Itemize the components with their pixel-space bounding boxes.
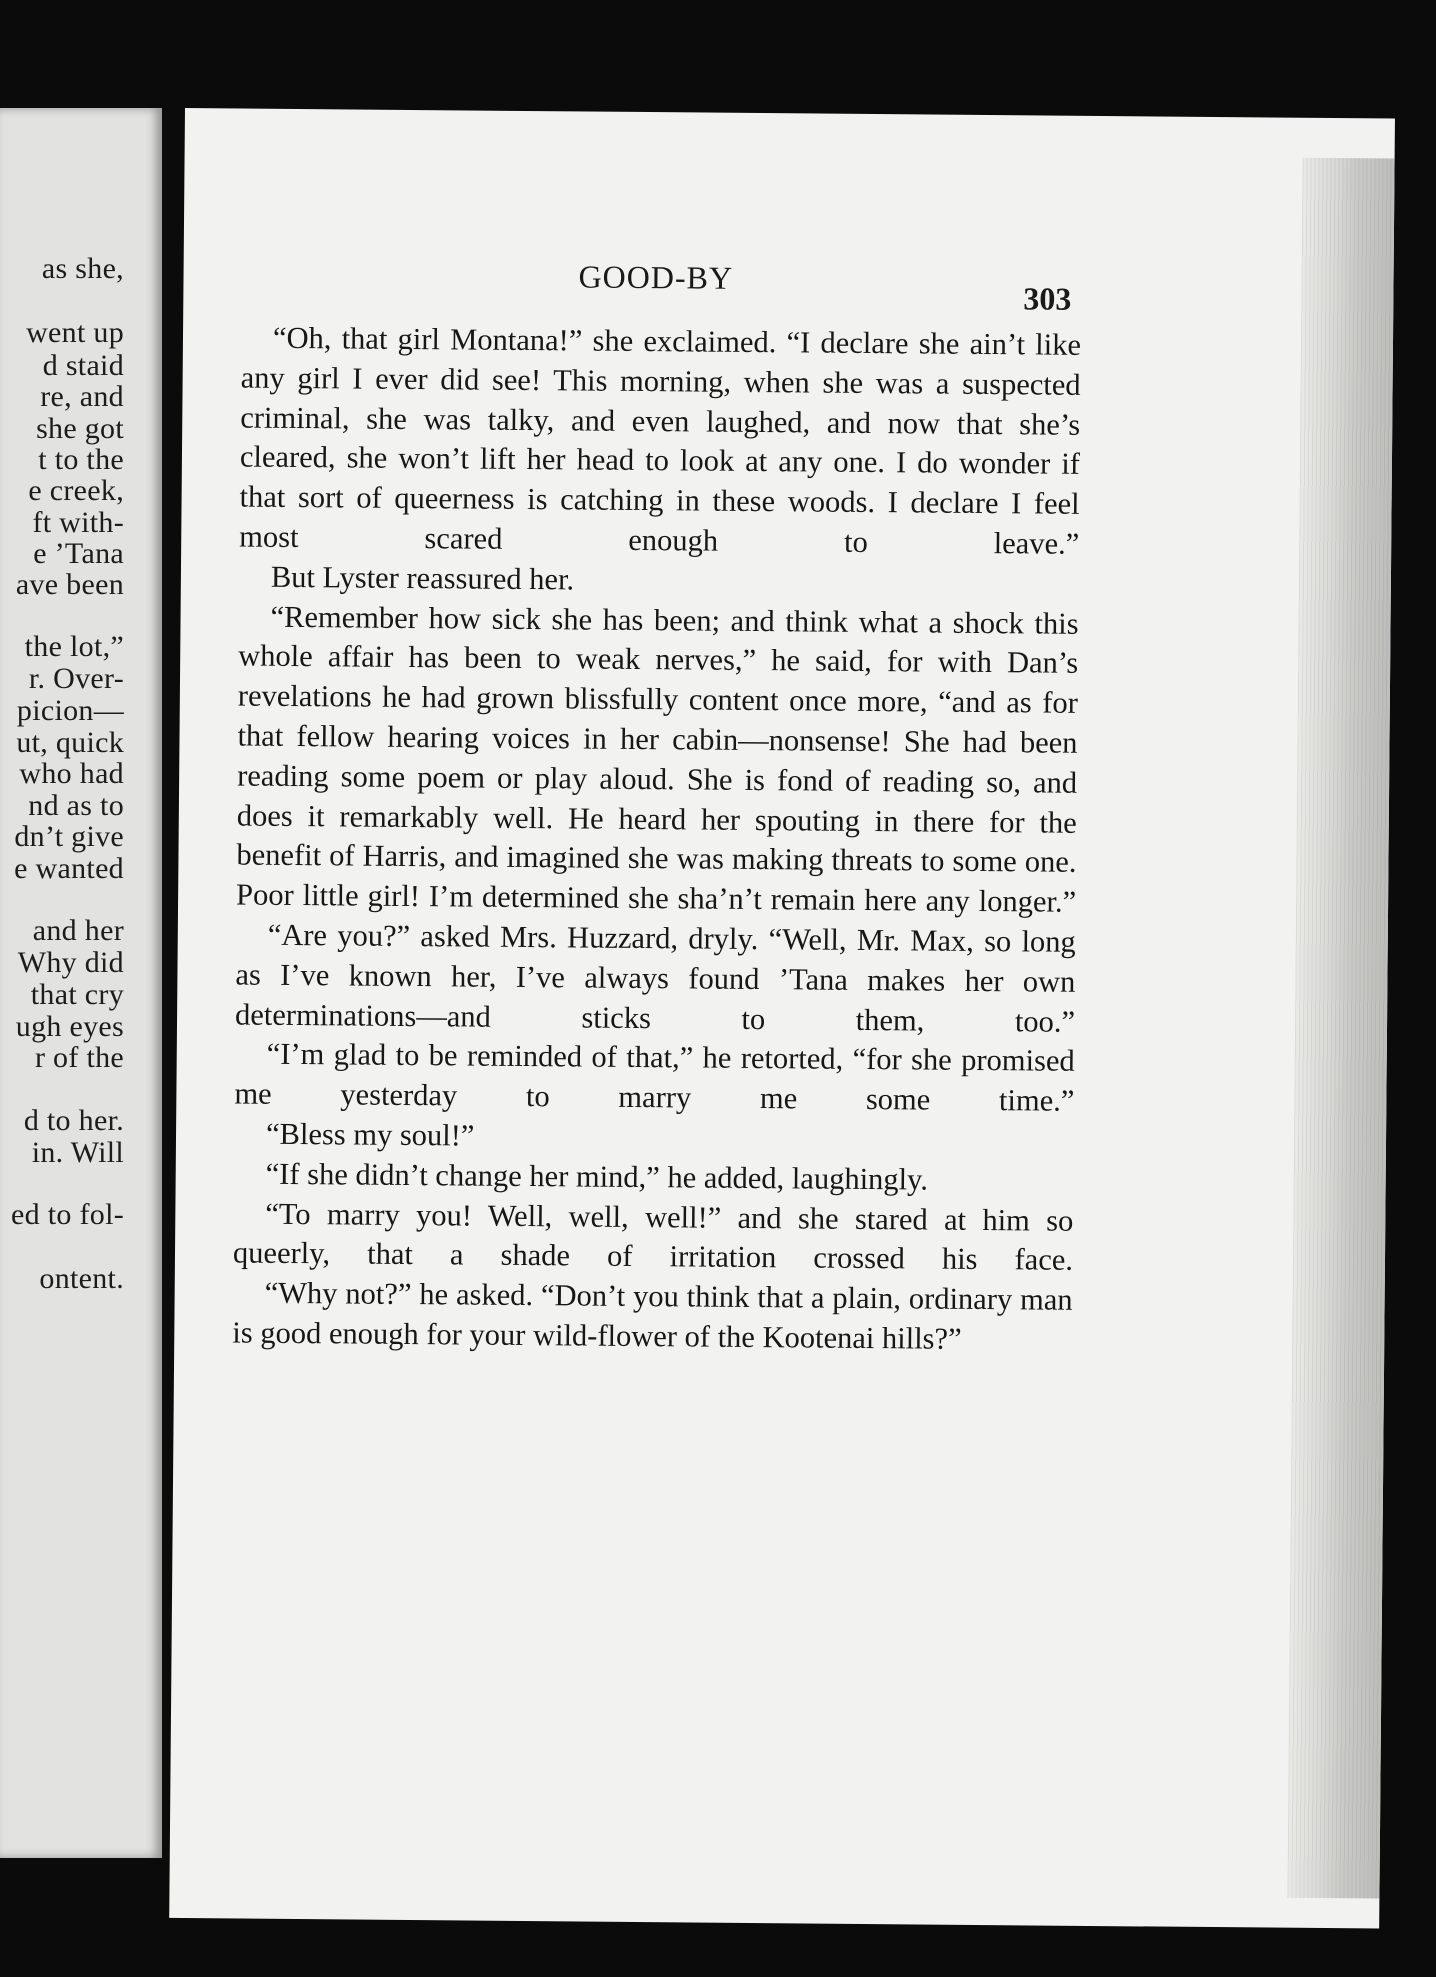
left-page-line: t to the — [38, 443, 124, 476]
paragraph: “Are you?” asked Mrs. Huzzard, dryly. “Well, Mr. Max, so long as I’ve known her, I’ve always found ’Tana makes her own determinations—and sticks to them, too.” — [234, 917, 1076, 1039]
left-page-line: who had — [19, 757, 124, 790]
left-page-line: dn’t give — [14, 820, 124, 853]
scan-background — [0, 0, 1436, 108]
left-page-line: picion— — [16, 694, 124, 727]
left-page-line: in. Will — [31, 1136, 124, 1169]
left-page-line: the lot,” — [24, 630, 124, 663]
page-number: 303 — [1023, 280, 1072, 317]
left-page-line: ft with- — [32, 506, 124, 539]
body-text — [232, 318, 1081, 1360]
paragraph: “Remember how sick she has been; and think what a shock this whole affair has been to weak nerves,” he said, for with Dan’s revelations he had grown blissfully content once more, “and as for that fellow hearing voices in her cabin—nonsense! She had been reading some poem or play aloud. She is fond of reading so, and does it remarkably well. He heard her spouting in there for the benefit of Harris, and imagined she was making threats to some one. Poor little girl! I’m determined she sha’n’t remain here any longer.” — [235, 599, 1079, 919]
paragraph: “Oh, that girl Montana!” she exclaimed. “I declare she ain’t like any girl I ever did see! This morning, when she was a suspected criminal, she was talky, and even laughed, and now that she’s cleared, she won’t lift her head to look at any one. I do wonder if that sort of queerness is catching in these woods. I declare I feel most scared enough to leave.” — [239, 320, 1082, 561]
paragraph: “If she didn’t change her mind,” he added, laughingly. — [265, 1156, 929, 1197]
left-page-line: r of the — [34, 1041, 124, 1074]
running-head: GOOD-BY — [578, 258, 734, 296]
paragraph: “Bless my soul!” — [265, 1116, 475, 1153]
left-page-line: she got — [36, 412, 124, 445]
paragraph: “Why not?” he asked. “Don’t you think that a plain, ordinary man is good enough for your wild-flower of the Kootenai hills?” — [232, 1275, 1073, 1356]
left-page-line: and her — [32, 914, 124, 947]
left-page-line: as she, — [41, 252, 124, 285]
left-page-line: r. Over- — [28, 662, 124, 695]
left-page-line: that cry — [30, 978, 124, 1011]
left-page-line: d staid — [42, 349, 124, 382]
left-page-line: ave been — [15, 568, 124, 601]
left-page-line: re, and — [40, 380, 124, 413]
paragraph: “I’m glad to be reminded of that,” he retorted, “for she promised me yesterday to marry me some time.” — [234, 1037, 1075, 1118]
left-page-line: e creek, — [28, 474, 124, 507]
left-page-line: e wanted — [14, 852, 124, 885]
left-page-line: ed to fol- — [11, 1198, 124, 1231]
page-edge — [1287, 158, 1394, 1899]
left-page-line: ontent. — [39, 1262, 124, 1295]
paragraph: But Lyster reassured her. — [270, 559, 575, 597]
right-page — [169, 108, 1395, 1928]
left-page-line: nd as to — [28, 789, 124, 822]
left-page-line: went up — [26, 316, 124, 349]
left-page-line: Why did — [17, 946, 124, 979]
paragraph: “To marry you! Well, well, well!” and she stared at him so queerly, that a shade of irritation crossed his face. — [232, 1196, 1074, 1278]
left-page-line: e ’Tana — [33, 537, 124, 570]
left-page-line: ugh eyes — [15, 1010, 124, 1043]
left-page-line: ut, quick — [16, 726, 124, 759]
left-page-line: d to her. — [23, 1104, 124, 1137]
left-page-fragment — [0, 108, 162, 1858]
